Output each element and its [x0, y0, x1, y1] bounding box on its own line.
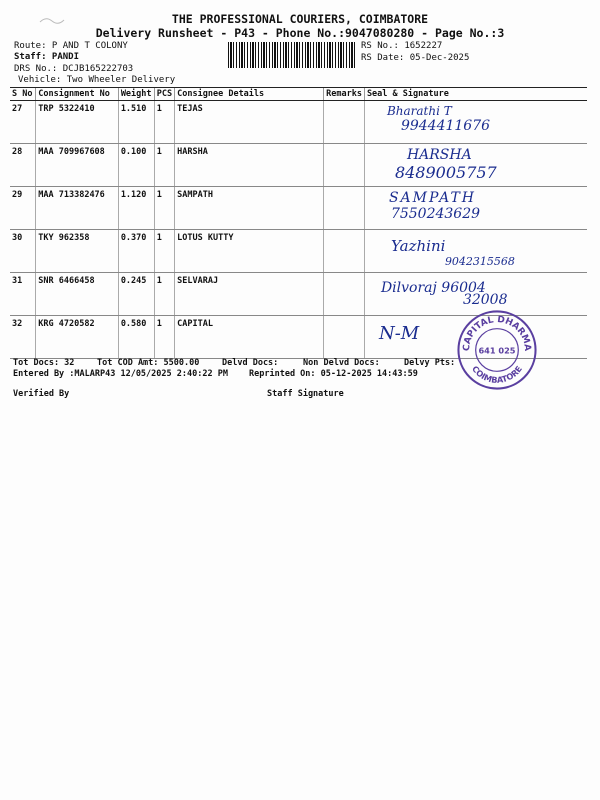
cell-remarks [324, 187, 365, 230]
stamp-top-text: CAPITAL DHARMA [461, 314, 533, 352]
cell-consignment: TRP 5322410 [36, 101, 119, 144]
cell-weight: 0.580 [118, 316, 154, 359]
cell-pcs: 1 [154, 187, 174, 230]
cell-consignment: SNR 6466458 [36, 273, 119, 316]
table-row [10, 230, 587, 273]
cell-consignee: CAPITAL [175, 316, 324, 359]
cell-sno: 28 [10, 144, 36, 187]
route-label: Route: P AND T COLONY [14, 41, 128, 51]
table-row [10, 144, 587, 187]
reprinted-on: Reprinted On: 05-12-2025 14:43:59 [249, 369, 418, 379]
cell-consignee: SELVARAJ [175, 273, 324, 316]
signature-phone: 8489005757 [394, 163, 497, 182]
signature-name: HARSHA [406, 147, 472, 163]
cell-weight: 0.370 [118, 230, 154, 273]
cell-signature [364, 144, 587, 187]
signature-phone: 9944411676 [400, 118, 491, 134]
company-seal-stamp [456, 309, 538, 391]
cell-consignment: KRG 4720582 [36, 316, 119, 359]
cell-remarks [324, 273, 365, 316]
cell-sno: 32 [10, 316, 36, 359]
cell-consignee: LOTUS KUTTY [175, 230, 324, 273]
cell-weight: 1.510 [118, 101, 154, 144]
staff-label: Staff: PANDI [14, 52, 80, 62]
signature-phone: 9042315568 [444, 255, 515, 268]
stamp-bottom-text: COIMBATORE [469, 363, 524, 385]
signature-name: Dilvoraj 96004 [380, 280, 486, 296]
stamp-pin: 641 025 [478, 345, 516, 356]
col-signature: Seal & Signature [364, 88, 587, 101]
cell-consignment: MAA 709967608 [36, 144, 119, 187]
rs-date: RS Date: 05-Dec-2025 [361, 53, 470, 63]
signature-name: Bharathi T [386, 104, 452, 118]
cell-consignment: TKY 962358 [36, 230, 119, 273]
cell-remarks [324, 144, 365, 187]
signature-name: SAMPATH [388, 190, 476, 206]
cell-signature [364, 101, 587, 144]
drs-number: DRS No.: DCJB165222703 [14, 64, 134, 74]
cell-consignee: HARSHA [175, 144, 324, 187]
entered-by: Entered By :MALARP43 12/05/2025 2:40:22 PM [13, 369, 228, 379]
col-consignment: Consignment No [36, 88, 119, 101]
delivered-docs: Delvd Docs: [222, 358, 279, 368]
cell-pcs: 1 [154, 273, 174, 316]
signature-phone: 7550243629 [390, 206, 481, 222]
col-pcs: PCS [154, 88, 174, 101]
cell-consignee: TEJAS [175, 101, 324, 144]
cell-weight: 0.100 [118, 144, 154, 187]
cell-pcs: 1 [154, 101, 174, 144]
table-row [10, 187, 587, 230]
cell-pcs: 1 [154, 316, 174, 359]
col-weight: Weight [118, 88, 154, 101]
signature-phone: 32008 [462, 292, 508, 308]
cell-consignment: MAA 713382476 [36, 187, 119, 230]
cell-sno: 30 [10, 230, 36, 273]
total-docs: Tot Docs: 32 [13, 358, 75, 368]
cell-sno: 31 [10, 273, 36, 316]
staff-signature: Staff Signature [267, 389, 344, 399]
table-row [10, 101, 587, 144]
runsheet-subtitle: Delivery Runsheet - P43 - Phone No.:9047080280 - Page No.:3 [95, 26, 505, 40]
col-consignee: Consignee Details [175, 88, 324, 101]
cell-signature [364, 230, 587, 273]
cell-remarks [324, 230, 365, 273]
total-cod-amount: Tot COD Amt: 5500.00 [97, 358, 200, 368]
non-delivered-docs: Non Delvd Docs: [303, 358, 380, 368]
cell-signature [364, 187, 587, 230]
svg-text:COIMBATORE [470, 364, 524, 385]
rs-number: RS No.: 1652227 [361, 41, 443, 51]
barcode [228, 42, 356, 68]
vehicle-label: Vehicle: Two Wheeler Delivery [18, 75, 176, 85]
cell-pcs: 1 [154, 144, 174, 187]
cell-weight: 1.120 [118, 187, 154, 230]
signature-name: Yazhini [390, 237, 446, 255]
cell-consignee: SAMPATH [175, 187, 324, 230]
cell-pcs: 1 [154, 230, 174, 273]
cell-weight: 0.245 [118, 273, 154, 316]
signature-name: N-M [378, 323, 420, 344]
col-sno: S No [10, 88, 36, 101]
cell-remarks [324, 316, 365, 359]
company-title: THE PROFESSIONAL COURIERS, COIMBATORE [171, 12, 429, 26]
cell-sno: 29 [10, 187, 36, 230]
col-remarks: Remarks [324, 88, 365, 101]
delivery-points: Delvy Pts: [404, 358, 456, 368]
cell-remarks [324, 101, 365, 144]
verified-by: Verified By [13, 389, 70, 399]
table-header-row [10, 88, 587, 101]
cell-sno: 27 [10, 101, 36, 144]
